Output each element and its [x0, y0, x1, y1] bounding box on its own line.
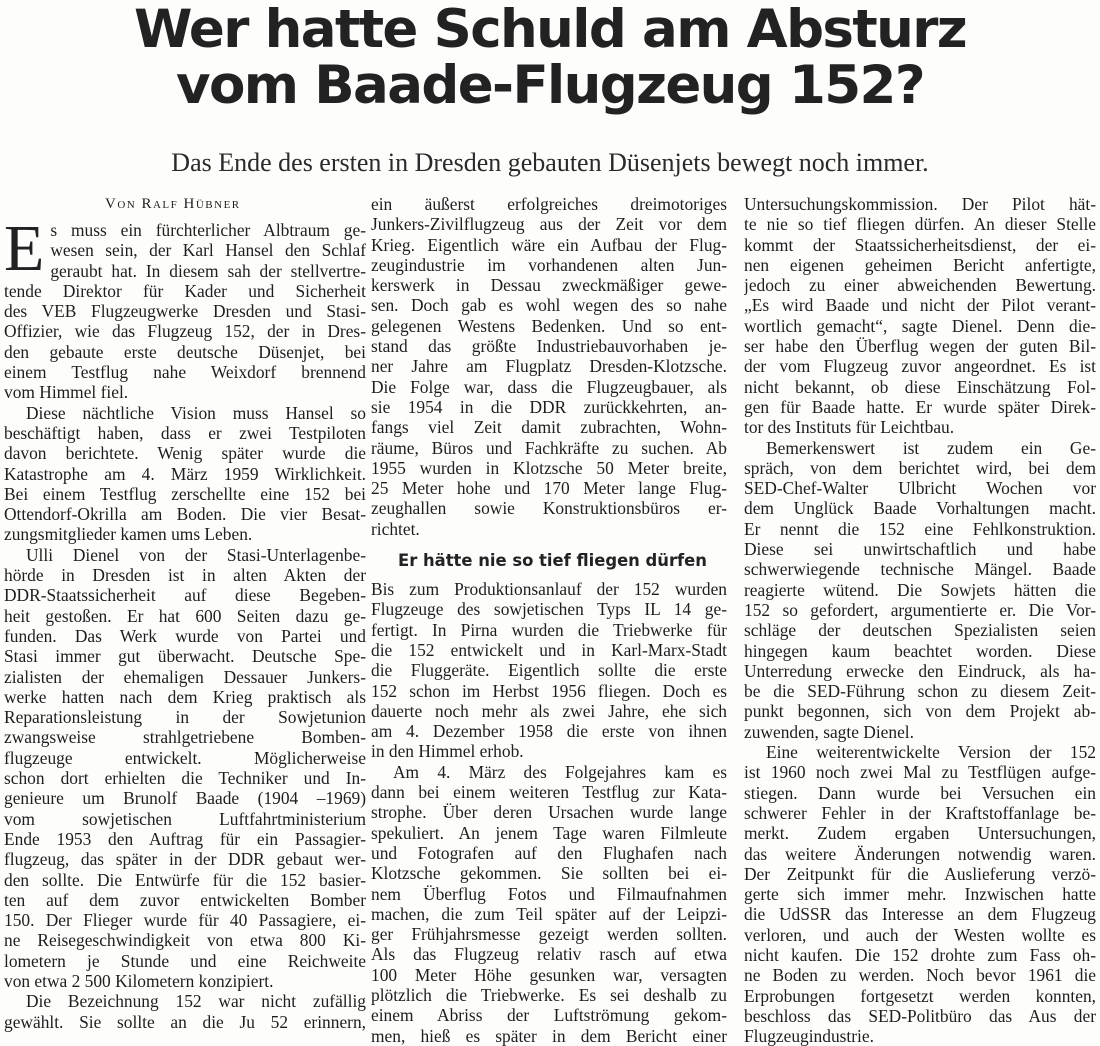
text-line: ist 1960 noch zwei Mal zu Testflügen aufge- — [744, 762, 1096, 783]
text-line: dem Unglück Baade Vorhaltungen macht. — [744, 498, 1096, 519]
text-line: zeugindustrie im vorhandenen alten Jun- — [371, 254, 727, 275]
text-line: ne Reisegeschwindigkeit von etwa 800 Ki- — [4, 930, 366, 951]
text-line: spräch, von dem berichtet wird, bei dem — [744, 457, 1096, 478]
text-line: flugzeuge entwickelt. Möglicherweise — [4, 747, 366, 768]
text-line: SED-Chef-Walter Ulbricht Wochen vor — [744, 478, 1096, 499]
text-line: werke hatten nach dem Krieg praktisch als — [4, 686, 366, 707]
text-line: funden. Das Werk wurde von Partei und — [4, 625, 366, 646]
article-column-1 — [4, 194, 366, 1032]
section-heading: Er hätte nie so tief fliegen dürfen — [398, 551, 707, 571]
text-line: den sollte. Die Entwürfe für die 152 basier- — [4, 869, 366, 890]
subheadline: Das Ende des ersten in Dresden gebauten Düsenjets bewegt noch immer. — [171, 148, 929, 177]
text-line: wortlich gemacht“, sagte Dienel. Denn die- — [744, 315, 1096, 336]
text-line: verloren, und auch der Westen wollte es — [744, 924, 1096, 945]
text-line: ne Boden zu werden. Noch bevor 1961 die — [744, 965, 1096, 986]
text-line: ner Jahre am Flugplatz Dresden-Klotzsche. — [371, 356, 727, 377]
text-line: nicht kaufen. Die 152 drohte zum Fass oh- — [744, 944, 1096, 965]
column-2-text-top — [371, 194, 727, 539]
text-line: des VEB Flugzeugwerke Dresden und Stasi- — [4, 301, 366, 322]
text-line: Unterredung erwecke den Eindruck, als ha- — [744, 660, 1096, 681]
text-line: sen. Doch gab es wohl wegen des so nahe — [371, 295, 727, 316]
text-line: tende Direktor für Kader und Sicherheit — [4, 280, 366, 301]
text-line: wesen sein, der Karl Hansel den Schlaf — [50, 240, 366, 261]
text-line: gelegenen Westens Bedenken. Und so ent- — [371, 315, 727, 336]
text-line: am 4. Dezember 1958 die erste von ihnen — [371, 721, 727, 742]
text-line: fertigt. In Pirna wurden die Triebwerke für — [371, 619, 727, 640]
text-line: 152 schon im Herbst 1956 fliegen. Doch es — [371, 680, 727, 701]
text-line: davon berichtete. Wenig später wurde die — [4, 443, 366, 464]
text-line: lometern je Stunde und eine Reichweite — [4, 950, 366, 971]
text-line: schwerer Fehler in der Kraftstoffanlage be- — [744, 802, 1096, 823]
text-line: s muss ein fürchterlicher Albtraum ge- — [50, 220, 366, 240]
text-line: genieure um Brunolf Baade (1904 –1969) — [4, 788, 366, 809]
text-line: hingegen kaum beachtet worden. Diese — [744, 640, 1096, 661]
text-line: zialisten der ehemaligen Dessauer Junkers- — [4, 666, 366, 687]
text-line: spekuliert. An jenem Tage waren Filmleute — [371, 822, 727, 843]
text-line: hörde in Dresden ist in alten Akten der — [4, 565, 366, 586]
text-line: machen, die zum Teil später auf der Leipzi- — [371, 903, 727, 924]
text-line: in den Himmel erhob. — [371, 741, 524, 762]
text-line: punkt begonnen, sich von dem Projekt ab- — [744, 701, 1096, 722]
text-line: richtet. — [371, 518, 420, 539]
text-line: heit gestoßen. Er hat 600 Seiten dazu ge- — [4, 605, 366, 626]
text-line: strophe. Über deren Ursachen wurde lange — [371, 802, 727, 823]
column-3-text — [744, 194, 1096, 1046]
text-line: ein äußerst erfolgreiches dreimotoriges — [371, 194, 727, 214]
text-line: be die SED-Führung schon zu diesem Zeit- — [744, 681, 1096, 702]
text-line: das weitere Änderungen notwendig waren. — [744, 843, 1096, 864]
text-line: 1955 wurden in Klotzsche 50 Meter breite, — [371, 457, 727, 478]
text-line: stiegen. Dann wurde bei Versuchen ein — [744, 782, 1096, 803]
text-line: 150. Der Flieger wurde für 40 Passagiere, ei- — [4, 910, 366, 931]
text-line: schläge der deutschen Spezialisten seien — [744, 620, 1096, 641]
text-line: Diese nächtliche Vision muss Hansel so — [26, 402, 366, 423]
text-line: Offizier, wie das Flugzeug 152, der in Dres- — [4, 321, 366, 342]
text-line: jedoch zu einer abweichenden Bewertung. — [744, 275, 1096, 296]
text-line: den gebaute erste deutsche Düsenjet, bei — [4, 341, 366, 362]
text-line: geraubt hat. In diesem sah der stellvertre- — [50, 260, 366, 281]
article-column-3 — [744, 194, 1096, 1046]
text-line: Ende 1953 den Auftrag für ein Passagier- — [4, 828, 366, 849]
text-line: te nie so tief fliegen dürfen. An dieser Stelle — [744, 214, 1096, 235]
text-line: Flugzeugindustrie. — [744, 1026, 874, 1046]
text-line: Untersuchungskommission. Der Pilot hät- — [744, 194, 1096, 214]
text-line: ger Frühjahrsmesse gezeigt werden sollten. — [371, 924, 727, 945]
text-line: DDR-Staatssicherheit auf diese Begeben- — [4, 585, 366, 606]
text-line: zwangsweise strahlgetriebene Bomben- — [4, 727, 366, 748]
text-line: die 152 entwickelt und in Karl-Marx-Stadt — [371, 639, 727, 660]
text-line: Bei einem Testflug zerschellte eine 152 bei — [4, 483, 366, 504]
text-line: Die Bezeichnung 152 war nicht zufällig — [26, 991, 366, 1012]
text-line: Reparationsleistung in der Sowjetunion — [4, 707, 366, 728]
text-line: räume, Büros und Fachkräfte zu suchen. Ab — [371, 437, 727, 458]
text-line: einem Abriss der Luftströmung gekom- — [371, 1005, 727, 1026]
text-line: plötzlich die Triebwerke. Es sei deshalb zu — [371, 984, 727, 1005]
text-line: tor des Instituts für Leichtbau. — [744, 417, 955, 438]
text-line: kommt der Staatssicherheitsdienst, der ei- — [744, 234, 1096, 255]
text-line: Bis zum Produktionsanlauf der 152 wurden — [371, 579, 727, 600]
text-line: 152 so gefordert, argumentierte er. Die Vor- — [744, 599, 1096, 620]
text-line: Stasi immer gut überwacht. Deutsche Spe- — [4, 646, 366, 667]
text-line: und Fotografen auf den Flughafen nach — [371, 842, 727, 863]
text-line: zeughallen sowie Konstruktionsbüros er- — [371, 498, 727, 519]
column-2-text-bottom — [371, 579, 727, 1046]
headline — [0, 2, 1100, 114]
column-1-text — [4, 212, 366, 1032]
text-line: Ulli Dienel von der Stasi-Unterlagenbe- — [26, 544, 366, 565]
text-line: sie 1954 in die DDR zurückkehrten, an- — [371, 396, 727, 417]
text-line: ten auf dem zuvor entwickelten Bomber — [4, 889, 366, 910]
text-line: einem Testflug nahe Weixdorf brennend — [4, 362, 366, 383]
text-line: schon dort erhielten die Techniker und In- — [4, 768, 366, 789]
text-line: Der Zeitpunkt für die Auslieferung verzö- — [744, 863, 1096, 884]
text-line: Flugzeuge des sowjetischen Typs IL 14 ge- — [371, 599, 727, 620]
text-line: Erprobungen fortgesetzt werden konnten, — [744, 985, 1096, 1006]
text-line: vom Himmel fiel. — [4, 382, 129, 403]
text-line: Krieg. Eigentlich wäre ein Aufbau der Flug- — [371, 234, 727, 255]
text-line: zungsmitglieder kamen ums Leben. — [4, 524, 253, 545]
text-line: 25 Meter hohe und 170 Meter lange Flug- — [371, 478, 727, 499]
text-line: Klotzsche gekommen. Sie sollten bei ei- — [371, 863, 727, 884]
text-line: stand das größte Industriebauvorhaben je- — [371, 336, 727, 357]
text-line: beschäftigt haben, dass er zwei Testpiloten — [4, 422, 366, 443]
text-line: schwerwiegende technische Mängel. Baade — [744, 559, 1096, 580]
text-line: fangs viel Zeit damit zubrachten, Wohn- — [371, 417, 727, 438]
text-line: Diese sei unwirtschaftlich und habe — [744, 539, 1096, 560]
text-line: ser habe den Überflug wegen der guten Bil- — [744, 336, 1096, 357]
text-line: der vom Flugzeug zuvor angeordnet. Es ist — [744, 356, 1096, 377]
text-line: gewählt. Sie sollte an die Ju 52 erinnern, — [4, 1011, 366, 1032]
text-line: gerte sich immer mehr. Inzwischen hatte — [744, 884, 1096, 905]
text-line: dann bei einem weiteren Testflug zur Kata- — [371, 782, 727, 803]
text-line: Eine weiterentwickelte Version der 152 — [766, 742, 1096, 763]
text-line: vom sowjetischen Luftfahrtministerium — [4, 808, 366, 829]
text-line: Er nennt die 152 eine Fehlkonstruktion. — [744, 518, 1096, 539]
text-line: kerswerk in Dessau zweckmäßiger gewe- — [371, 275, 727, 296]
headline-line-1: Wer hatte Schuld am Absturz — [133, 0, 967, 60]
text-line: men, hieß es später in dem Bericht einer — [371, 1025, 727, 1046]
text-line: Als das Flugzeug relativ rasch auf etwa — [371, 944, 727, 965]
text-line: „Es wird Baade und nicht der Pilot verant- — [744, 295, 1096, 316]
text-line: Ottendorf-Okrilla am Boden. Die vier Besat- — [4, 504, 366, 525]
text-line: beschloss das SED-Politbüro das Aus der — [744, 1005, 1096, 1026]
text-line: zuwenden, sagte Dienel. — [744, 721, 914, 742]
text-line: Katastrophe am 4. März 1959 Wirklichkeit. — [4, 463, 366, 484]
text-line: Am 4. März des Folgejahres kam es — [393, 761, 727, 782]
text-line: reagierte wütend. Die Sowjets hätten die — [744, 579, 1096, 600]
drop-cap: E — [4, 212, 45, 285]
text-line: die Fluggeräte. Eigentlich sollte die erste — [371, 660, 727, 681]
text-line: 100 Meter Höhe gesunken war, versagten — [371, 964, 727, 985]
text-line: dauerte noch mehr als zwei Jahre, ehe sich — [371, 700, 727, 721]
text-line: nem Überflug Fotos und Filmaufnahmen — [371, 883, 727, 904]
text-line: merkt. Zudem ergaben Untersuchungen, — [744, 823, 1096, 844]
byline: Von Ralf Hübner — [105, 196, 241, 212]
text-line: die UdSSR das Interesse an dem Flugzeug — [744, 904, 1096, 925]
text-line: von etwa 2 500 Kilometern konzipiert. — [4, 970, 274, 991]
text-line: Die Folge war, dass die Flugzeugbauer, als — [371, 376, 727, 397]
text-line: nen eigenen geheimen Bericht anfertigte, — [744, 254, 1096, 275]
text-line: gen für Baade hatte. Er wurde später Direk- — [744, 396, 1096, 417]
text-line: Junkers-Zivilflugzeug aus der Zeit vor dem — [371, 214, 727, 235]
article-column-2 — [371, 194, 727, 1046]
text-line: flugzeug, das später in der DDR gebaut wer- — [4, 849, 366, 870]
text-line: nicht bekannt, ob diese Einschätzung Fol- — [744, 376, 1096, 397]
headline-line-2: vom Baade-Flugzeug 152? — [176, 55, 924, 116]
text-line: Bemerkenswert ist zudem ein Ge- — [766, 437, 1096, 458]
